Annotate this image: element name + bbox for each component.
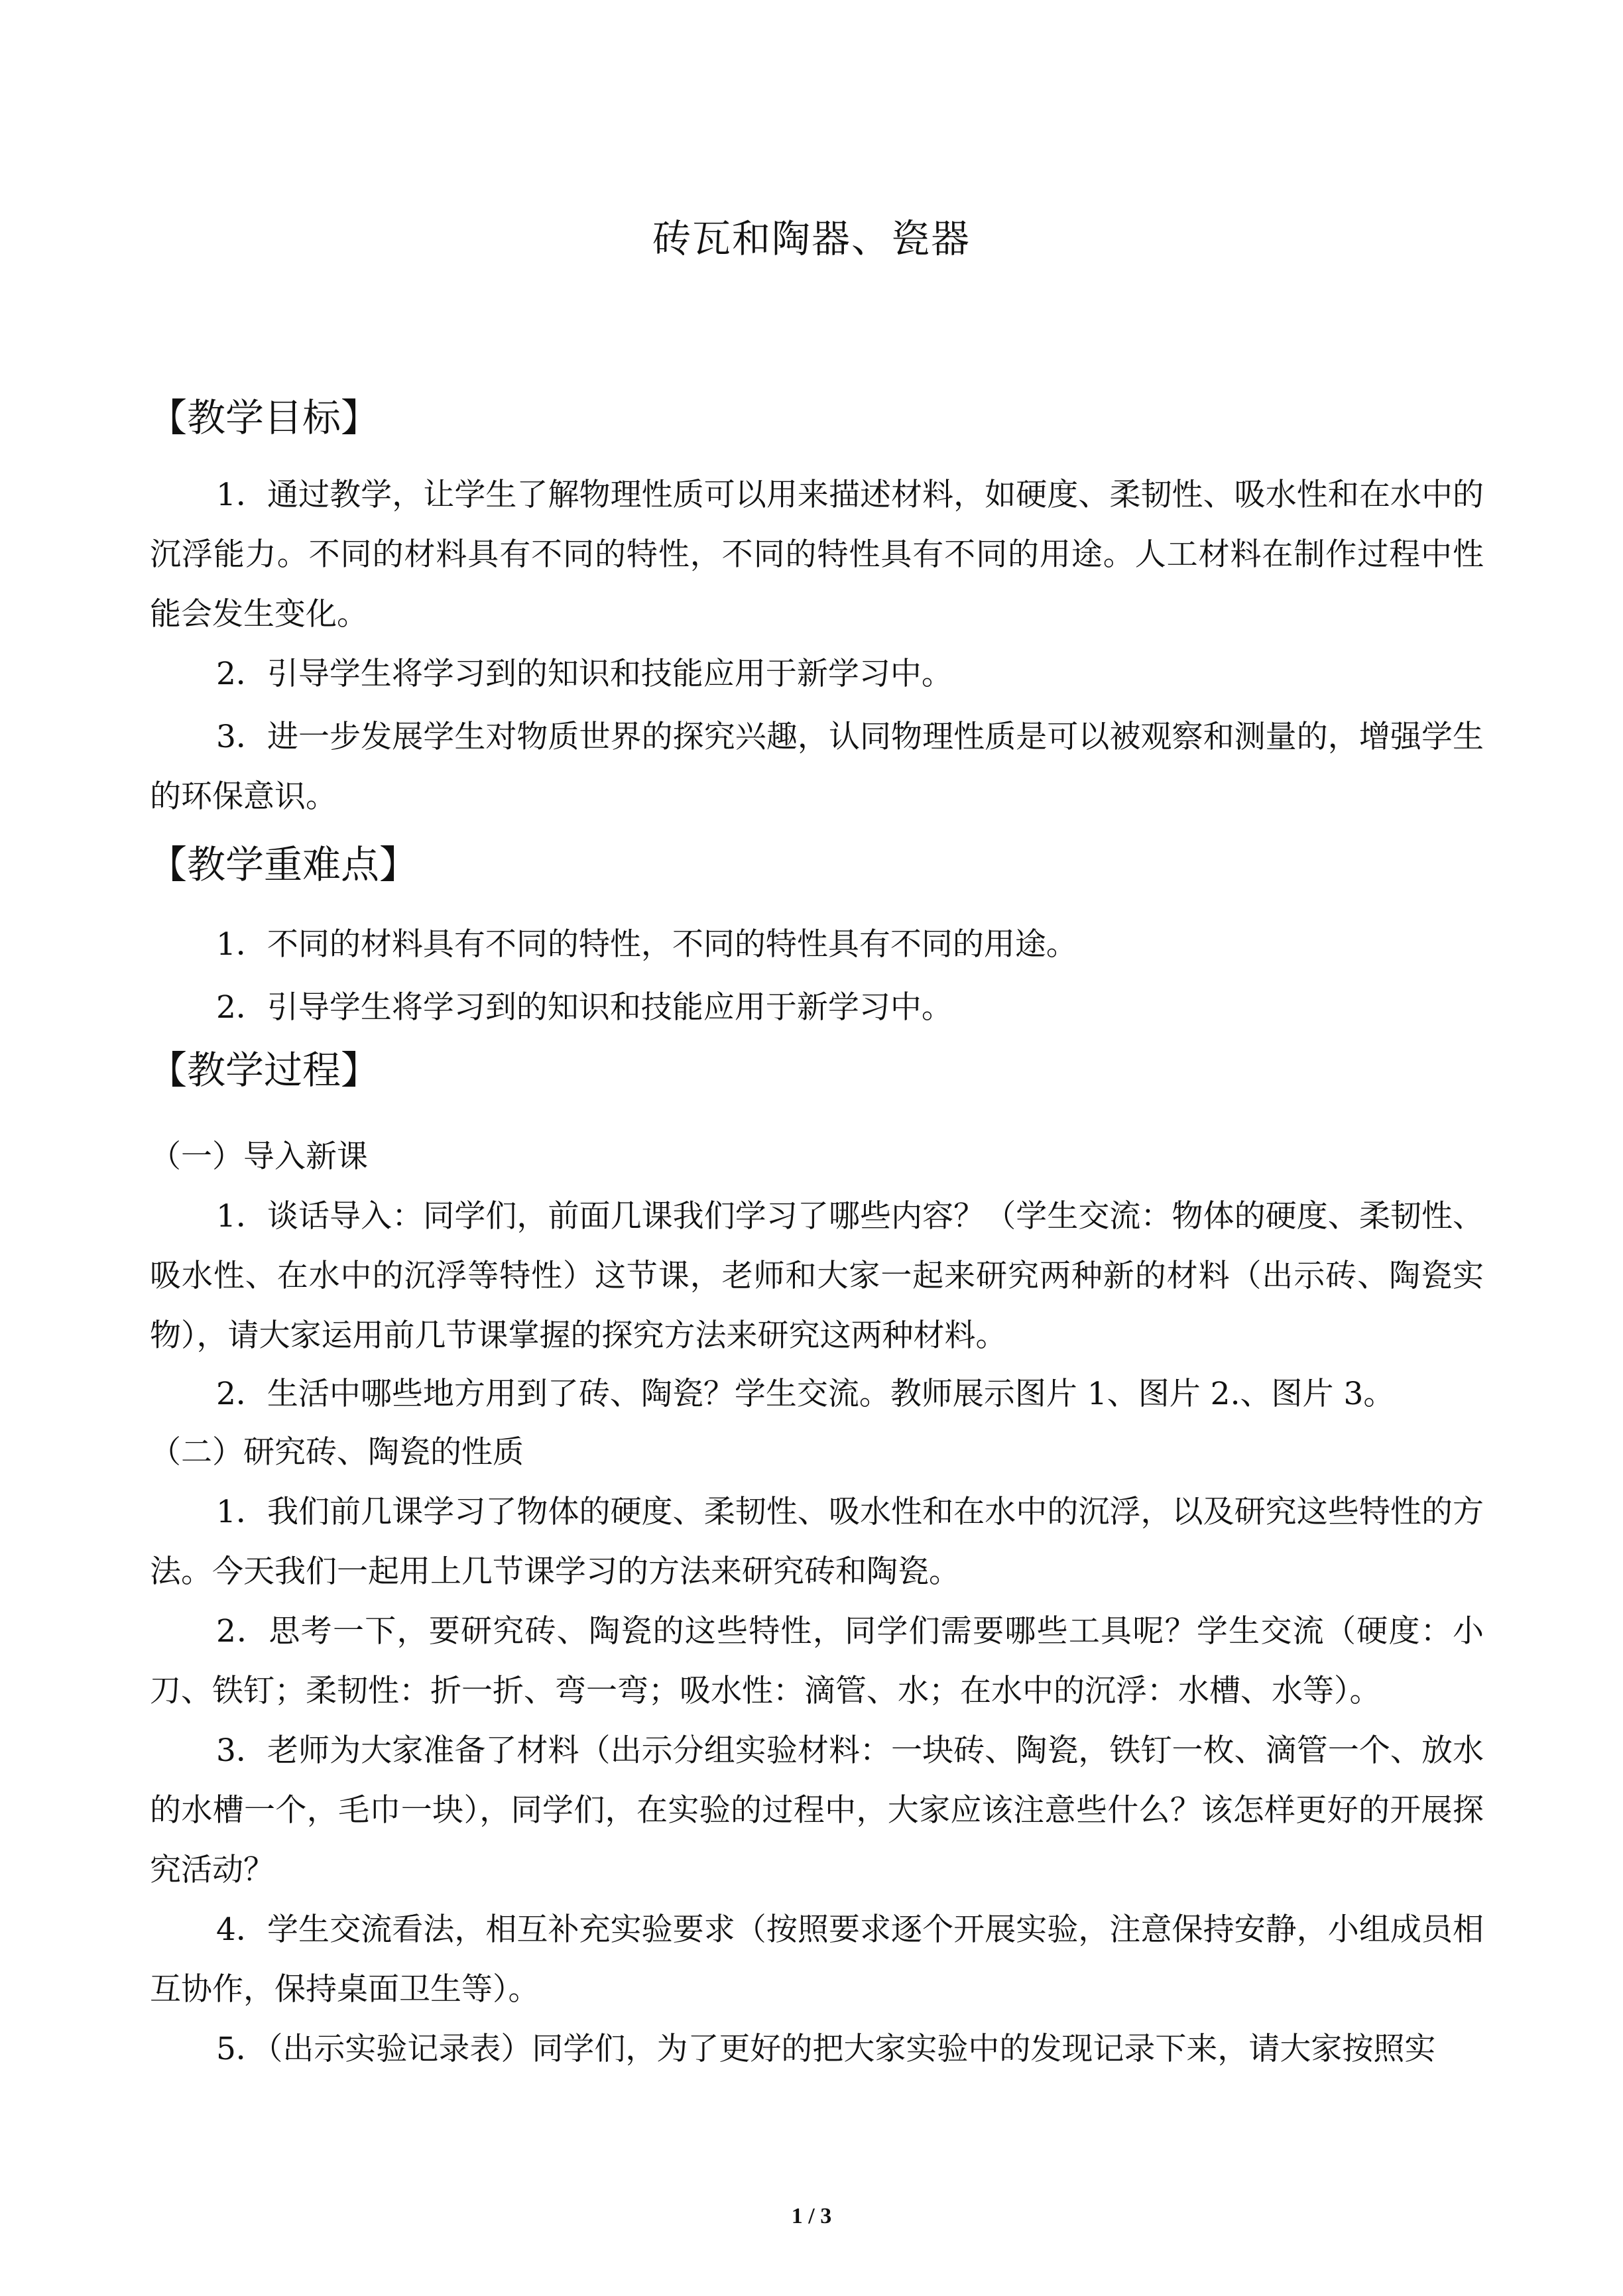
intro-item-1-text: 1．谈话导入：同学们，前面几课我们学习了哪些内容？（学生交流：物体的硬度、柔韧性、吸水性、在水中的沉浮等特性）这节课，老师和大家一起来研究两种新的材料（出示砖、陶瓷实物），请大家运用前几节课掌握的探究方法来研究这两种材料。 <box>150 1198 1484 1354</box>
objective-item-3-text: 3．进一步发展学生对物质世界的探究兴趣，认同物理性质是可以被观察和测量的，增强学生的环保意识。 <box>150 719 1484 815</box>
key-point-item-1-text: 1．不同的材料具有不同的特性，不同的特性具有不同的用途。 <box>216 926 1077 963</box>
section-heading-key-points: 【教学重难点】 <box>149 842 418 887</box>
research-item-5 <box>150 2020 1484 2079</box>
research-item-1 <box>150 1482 1484 1602</box>
objective-item-2 <box>150 644 1484 704</box>
research-item-2-text: 2．思考一下，要研究砖、陶瓷的这些特性，同学们需要哪些工具呢？学生交流（硬度：小刀、铁钉；柔韧性：折一折、弯一弯；吸水性：滴管、水；在水中的沉浮：水槽、水等）。 <box>150 1613 1484 1709</box>
key-point-item-2 <box>150 978 1484 1038</box>
document-title: 砖瓦和陶器、瓷器 <box>652 216 971 261</box>
research-item-2 <box>150 1602 1484 1721</box>
section-heading-objectives: 【教学目标】 <box>149 395 380 440</box>
section-heading-process: 【教学过程】 <box>149 1048 380 1093</box>
research-item-5-text: 5．（出示实验记录表）同学们，为了更好的把大家实验中的发现记录下来，请大家按照实 <box>216 2031 1436 2067</box>
intro-item-2 <box>150 1364 1484 1424</box>
key-point-item-1 <box>150 915 1484 975</box>
intro-item-1 <box>150 1187 1484 1366</box>
research-item-3 <box>150 1721 1484 1900</box>
objective-item-1 <box>150 465 1484 644</box>
research-item-4 <box>150 1900 1484 2020</box>
page-number: 1 / 3 <box>791 2204 832 2228</box>
research-item-4-text: 4．学生交流看法，相互补充实验要求（按照要求逐个开展实验，注意保持安静，小组成员相互协作，保持桌面卫生等）。 <box>150 1911 1484 2008</box>
research-item-3-text: 3．老师为大家准备了材料（出示分组实验材料：一块砖、陶瓷，铁钉一枚、滴管一个、放水的水槽一个，毛巾一块），同学们，在实验的过程中，大家应该注意些什么？该怎样更好的开展探究活动？ <box>150 1732 1484 1888</box>
objective-item-3 <box>150 707 1484 827</box>
research-item-1-text: 1．我们前几课学习了物体的硬度、柔韧性、吸水性和在水中的沉浮，以及研究这些特性的方法。今天我们一起用上几节课学习的方法来研究砖和陶瓷。 <box>150 1494 1484 1590</box>
intro-item-2-text: 2．生活中哪些地方用到了砖、陶瓷？学生交流。教师展示图片 1、图片 2.、图片 3。 <box>216 1376 1395 1412</box>
objective-item-1-text: 1．通过教学，让学生了解物理性质可以用来描述材料，如硬度、柔韧性、吸水性和在水中的沉浮能力。不同的材料具有不同的特性，不同的特性具有不同的用途。人工材料在制作过程中性能会发生变化。 <box>150 477 1484 633</box>
subsection-heading-research: （二）研究砖、陶瓷的性质 <box>150 1434 524 1471</box>
key-point-item-2-text: 2．引导学生将学习到的知识和技能应用于新学习中。 <box>216 989 953 1026</box>
objective-item-2-text: 2．引导学生将学习到的知识和技能应用于新学习中。 <box>216 656 953 692</box>
subsection-heading-intro: （一）导入新课 <box>150 1138 368 1175</box>
